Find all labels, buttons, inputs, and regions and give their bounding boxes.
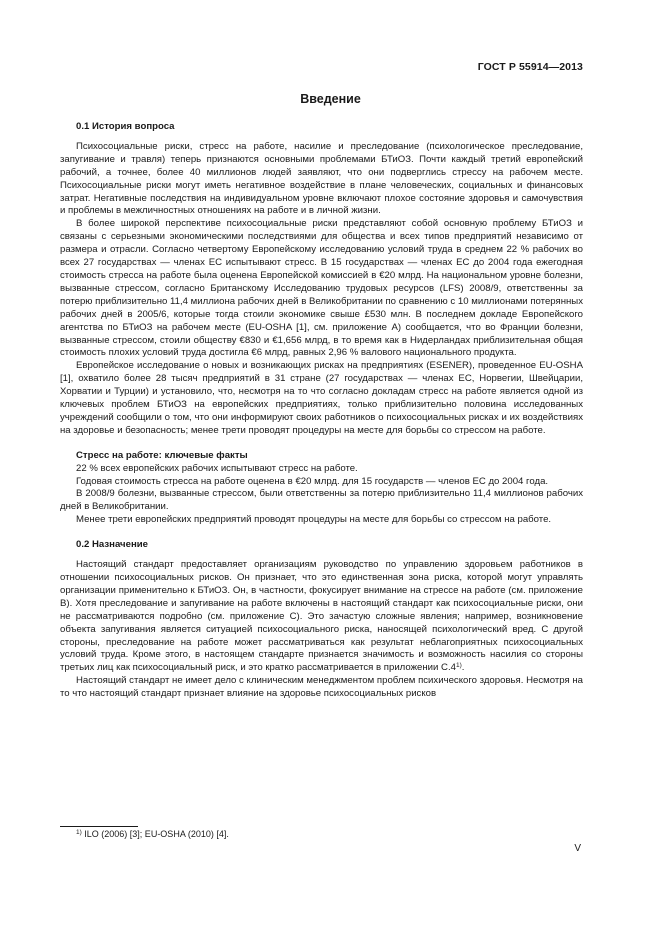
standard-code: ГОСТ Р 55914—2013 — [477, 61, 583, 73]
paragraph-text: Настоящий стандарт предоставляет организациям руководство по управлению здоровьем работников в отношении психосоциальных рисков. Он признает, что это единственная зона риска, которой могут управлять организации применительно к БТиОЗ. Он, в частности, фокусирует внимание на стрессе на работе (см. приложение В). Хотя преследование и запугивание на работе включены в настоящий стандарт как психосоциальные риски, они не рассматриваются подробно (см. приложение С). Это зачастую сложные явления; например, возникновение объекта запугивания является ситуацией психосоциального риска, наносящей психологический вред. С другой стороны, преследование на работе может рассматриваться как результат неблагоприятных психосоциальных условий труда. Кроме этого, в настоящем стандарте признается значимость и возможность насилия со стороны третьих лиц как психосоциальный риск, и это кратко рассматривается в приложении С.4 — [60, 559, 583, 674]
page-title: Введение — [300, 92, 361, 106]
key-fact: Годовая стоимость стресса на работе оценена в €20 млрд. для 15 государств — членов ЕС до 2004 года. — [76, 475, 549, 487]
paragraph: В более широкой перспективе психосоциальные риски представляют собой основную проблему БТиОЗ и связаны с серьезными экономическими последствиями для общества и всех типов предприятий независимо от размера и отрасли. Согласно четвертому Европейскому исследованию условий труда в среднем 22 % рабочих во всех 27 государствах — членах ЕС испытывают стресс. В 15 государствах — членах ЕС до 2004 года ежегодная стоимость стресса на работе была оценена Европейской комиссией в €20 млрд. На национальном уровне болезни, вызванные стрессом, согласно Британскому Исследованию трудовых ресурсов (LFS) 2008/9, ответственны за потерю приблизительно 11,4 миллиона рабочих дней в Великобритании по сравнению с 10 миллионами потерянных рабочих дней в 2005/6, которые тогда стоили экономике свыше £530 млн. В последнем докладе Европейского агентства по БТиОЗ на рабочем месте (EU-OSHA [1], см. приложение А) сообщается, что во Франции болезни, вызванные стрессом, стоили обществу €830 и €1,656 млрд, в то время как в Нидерландах приблизительная общая стоимость плохих условий труда достигла €6 млрд, равных 2,96 % валового национального продукта. — [60, 218, 583, 359]
key-fact: 22 % всех европейских рабочих испытывают стресс на работе. — [76, 462, 358, 474]
section-heading-purpose: 0.2 Назначение — [76, 539, 148, 551]
footnote-ref[interactable]: 1) — [456, 662, 462, 670]
paragraph: Настоящий стандарт не имеет дело с клиническим менеджментом проблем психического здоровья. Несмотря на то что настоящий стандарт признает влияние на здоровье психосоциальных рисков — [60, 675, 583, 700]
paragraph — [60, 559, 583, 675]
paragraph: Европейское исследование о новых и возникающих рисках на предприятиях (ESENER), проведенное EU-OSHA [1], охватило более 28 тысяч предприятий в 31 стране (27 государствах — членах ЕС, Норвегии, Швейцарии, Хорватии и Турции) и установило, что, несмотря на то что согласно докладам стресс на работе является одной из ключевых проблем БТиОЗ на европейских предприятиях, только приблизительно половина исследованных учреждений сообщили о том, что они информируют своих работников о психосоциальных рисках и их воздействиях на здоровье и безопасность; менее трети проводят процедуры на месте для борьбы со стрессом на работе. — [60, 360, 583, 436]
key-facts-heading: Стресс на работе: ключевые факты — [76, 449, 248, 461]
footnote-text: ILO (2006) [3]; EU-OSHA (2010) [4]. — [81, 829, 229, 839]
page-number: V — [574, 843, 581, 854]
main-text — [60, 121, 583, 701]
footnote — [76, 828, 229, 840]
footnote-marker: 1) — [76, 829, 82, 836]
key-fact: В 2008/9 болезни, вызванные стрессом, были ответственны за потерю приблизительно 11,4 миллионов рабочих дней в Великобритании. — [60, 488, 583, 513]
key-fact: Менее трети европейских предприятий проводят процедуры на месте для борьбы со стрессом на работе. — [76, 514, 552, 526]
paragraph-end: . — [461, 662, 465, 674]
paragraph: Психосоциальные риски, стресс на работе, насилие и преследование (психологическое преследование, запугивание и травля) теперь признаются основными проблемами БТиОЗ. Почти каждый третий европейский рабочий, а точнее, более 40 миллионов людей заявляют, что они подверглись стрессу на рабочем месте. Психосоциальные риски могут иметь негативное воздействие в плане человеческих, социальных и финансовых затрат. Негативные последствия на индивидуальном уровне включают плохое состояние здоровья и самочувствия и проблемы в межличностных отношениях на работе и в личной жизни. — [60, 140, 583, 217]
footnote-divider — [60, 826, 138, 827]
section-heading-history: 0.1 История вопроса — [76, 121, 175, 132]
